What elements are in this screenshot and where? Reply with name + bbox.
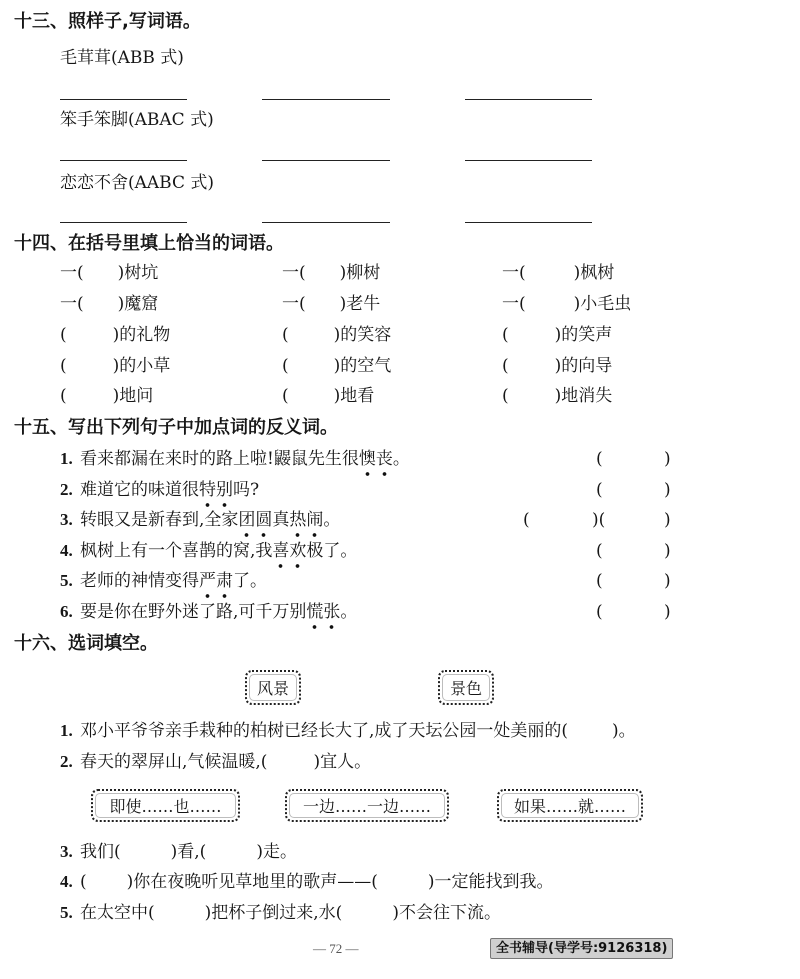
answer-line: [262, 99, 390, 100]
fill-cell: [282, 263, 380, 283]
fill-cell: [502, 294, 631, 314]
answer-line: [465, 160, 592, 161]
item-number: 5.: [60, 571, 73, 590]
answer-paren-open: (: [596, 602, 603, 622]
cell-prefix: (: [502, 325, 509, 345]
fill-cell: [502, 325, 612, 345]
sentence-item: [60, 602, 357, 622]
sentence-text: 老师的神情变得: [80, 571, 199, 591]
cell-suffix: )魔窟: [117, 294, 159, 314]
sentence-text: )宜人。: [313, 752, 372, 772]
sentence-text: )不会往下流。: [392, 903, 501, 923]
blank-space: [155, 917, 205, 918]
fill-cell: [60, 325, 170, 345]
sentence-text: )把杯子倒过来,水(: [204, 903, 343, 923]
answer-paren-close: ): [664, 571, 671, 591]
conjunction-choice-label: 即使……也……: [109, 797, 222, 816]
cell-prefix: (: [60, 386, 67, 406]
blank-space: [509, 339, 555, 340]
sentence-text: 要是你在野外迷了路,可千万别: [80, 602, 307, 622]
cell-prefix: (: [502, 356, 509, 376]
pattern-prompt-abb: 毛茸茸(ABB 式): [60, 48, 184, 68]
blank-space: [289, 339, 334, 340]
answer-paren-open: (: [596, 449, 603, 469]
item-number: 3.: [60, 510, 73, 529]
item-number: 3.: [60, 842, 73, 861]
sentence-text: 春天的翠屏山,气候温暖,(: [80, 752, 268, 772]
blank-space: [378, 886, 428, 887]
blank-space: [289, 370, 334, 371]
blank-space: [206, 856, 256, 857]
section-16-title: 十六、选词填空。: [14, 633, 158, 654]
fill-cell: [502, 356, 612, 376]
cell-prefix: (: [60, 356, 67, 376]
answer-paren-close: ): [664, 541, 671, 561]
answer-paren-open: (: [523, 510, 530, 530]
sentence-text: )。: [612, 721, 636, 741]
dotted-word: 特别: [199, 480, 233, 508]
conjunction-choice-box: [91, 789, 240, 822]
answer-paren-mid: )(: [592, 510, 606, 530]
blank-space: [84, 308, 118, 309]
answer-paren-close: ): [664, 449, 671, 469]
cell-prefix: 一(: [502, 294, 526, 314]
sentence-text: )看,(: [170, 842, 207, 862]
sentence-text: (: [80, 872, 87, 892]
cell-prefix: 一(: [282, 263, 306, 283]
item-number: 2.: [60, 752, 73, 771]
cell-suffix: )柳树: [339, 263, 381, 283]
sentence-text: 极了。: [306, 541, 358, 561]
fill-cell: [60, 356, 170, 376]
word-choice-label: 风景: [256, 679, 289, 698]
cell-suffix: )的向导: [554, 356, 613, 376]
fill-sentence: [60, 721, 636, 741]
cell-prefix: (: [502, 386, 509, 406]
section-13-title: 十三、照样子,写词语。: [14, 11, 201, 32]
item-number: 4.: [60, 541, 73, 560]
conjunction-choice-label: 如果……就……: [513, 797, 626, 816]
answer-line: [262, 222, 390, 223]
item-number: 2.: [60, 480, 73, 499]
blank-space: [306, 277, 340, 278]
sentence-text: 吗?: [233, 480, 260, 500]
fill-sentence: [60, 752, 371, 772]
answer-line: [465, 222, 592, 223]
word-choice-box: [245, 670, 301, 705]
answer-paren-close: ): [664, 510, 671, 530]
dotted-word: 严肃: [199, 571, 233, 599]
sentence-item: [60, 541, 357, 561]
page-number: — 72 —: [313, 941, 359, 956]
fill-cell: [502, 386, 612, 406]
fill-sentence: [60, 903, 501, 923]
section-14-title: 十四、在括号里填上恰当的词语。: [14, 233, 284, 254]
fill-sentence: [60, 842, 297, 862]
blank-space: [289, 400, 334, 401]
blank-space: [267, 766, 313, 767]
sentence-text: 邓小平爷爷亲手栽种的柏树已经长大了,成了天坛公园一处美丽的(: [80, 721, 569, 741]
fill-cell: [282, 386, 374, 406]
cell-prefix: 一(: [60, 294, 84, 314]
blank-space: [67, 339, 113, 340]
sentence-item: [60, 571, 267, 591]
sentence-item: [60, 510, 340, 530]
fill-cell: [60, 386, 153, 406]
cell-suffix: )地问: [112, 386, 154, 406]
cell-prefix: (: [282, 386, 289, 406]
section-15-title: 十五、写出下列句子中加点词的反义词。: [14, 417, 338, 438]
answer-line: [60, 99, 187, 100]
answer-line: [262, 160, 390, 161]
blank-space: [526, 277, 574, 278]
blank-space: [306, 308, 340, 309]
series-label: 全书辅导(导学号:9126318): [490, 938, 673, 959]
blank-space: [509, 400, 555, 401]
answer-line: [60, 222, 187, 223]
cell-suffix: )的礼物: [112, 325, 171, 345]
fill-cell: [60, 294, 158, 314]
conjunction-choice-label: 一边……一边……: [302, 797, 431, 816]
cell-suffix: )地消失: [554, 386, 613, 406]
cell-suffix: )地看: [333, 386, 375, 406]
sentence-text: 。: [392, 449, 410, 469]
sentence-text: 看来都漏在来时的路上啦!鼹鼠先生很: [80, 449, 359, 469]
fill-cell: [60, 263, 158, 283]
answer-paren-open: (: [596, 541, 603, 561]
cell-suffix: )树坑: [117, 263, 159, 283]
conjunction-choice-box: [497, 789, 643, 822]
item-number: 1.: [60, 449, 73, 468]
dotted-word: 慌张: [306, 602, 340, 630]
sentence-text: 了。: [233, 571, 267, 591]
sentence-text: 转眼又是新春到,全家: [80, 510, 239, 530]
sentence-text: )走。: [256, 842, 297, 862]
sentence-text: 难道它的味道很: [80, 480, 199, 500]
cell-suffix: )枫树: [573, 263, 615, 283]
fill-sentence: [60, 872, 554, 892]
pattern-prompt-aabc: 恋恋不舍(AABC 式): [60, 173, 215, 193]
word-choice-box: [438, 670, 494, 705]
blank-space: [509, 370, 555, 371]
blank-space: [87, 886, 127, 887]
cell-suffix: )的笑容: [333, 325, 392, 345]
sentence-text: 真: [272, 510, 290, 530]
dotted-word: 懊丧: [359, 449, 393, 477]
sentence-text: 我们(: [80, 842, 121, 862]
cell-prefix: (: [282, 325, 289, 345]
item-number: 6.: [60, 602, 73, 621]
blank-space: [84, 277, 118, 278]
cell-prefix: (: [60, 325, 67, 345]
sentence-text: 枫树上有一个喜鹊的窝,我: [80, 541, 273, 561]
sentence-text: 。: [323, 510, 341, 530]
blank-space: [342, 917, 392, 918]
item-number: 4.: [60, 872, 73, 891]
sentence-text: 。: [340, 602, 358, 622]
pattern-prompt-abac: 笨手笨脚(ABAC 式): [60, 110, 214, 130]
answer-paren-close: ): [664, 480, 671, 500]
word-choice-label: 景色: [449, 679, 482, 698]
blank-space: [121, 856, 171, 857]
blank-space: [67, 370, 113, 371]
dotted-word: 热闹: [289, 510, 323, 538]
cell-prefix: 一(: [282, 294, 306, 314]
cell-suffix: )的空气: [333, 356, 392, 376]
conjunction-choice-box: [285, 789, 449, 822]
answer-paren-close: ): [664, 602, 671, 622]
sentence-text: )你在夜晚听见草地里的歌声——(: [126, 872, 378, 892]
answer-line: [60, 160, 187, 161]
dotted-word: 团圆: [238, 510, 272, 538]
cell-prefix: 一(: [60, 263, 84, 283]
cell-suffix: )的小草: [112, 356, 171, 376]
cell-suffix: )的笑声: [554, 325, 613, 345]
blank-space: [67, 400, 113, 401]
dotted-word: 喜欢: [272, 541, 306, 569]
cell-prefix: 一(: [502, 263, 526, 283]
blank-space: [526, 308, 574, 309]
answer-paren-open: (: [596, 571, 603, 591]
sentence-text: 在太空中(: [80, 903, 155, 923]
answer-line: [465, 99, 592, 100]
item-number: 1.: [60, 721, 73, 740]
sentence-item: [60, 449, 410, 469]
fill-cell: [502, 263, 614, 283]
fill-cell: [282, 325, 391, 345]
item-number: 5.: [60, 903, 73, 922]
answer-paren-open: (: [596, 480, 603, 500]
fill-cell: [282, 294, 380, 314]
cell-suffix: )老牛: [339, 294, 381, 314]
cell-prefix: (: [282, 356, 289, 376]
sentence-item: [60, 480, 259, 500]
fill-cell: [282, 356, 391, 376]
sentence-text: )一定能找到我。: [427, 872, 554, 892]
cell-suffix: )小毛虫: [573, 294, 632, 314]
blank-space: [568, 735, 612, 736]
